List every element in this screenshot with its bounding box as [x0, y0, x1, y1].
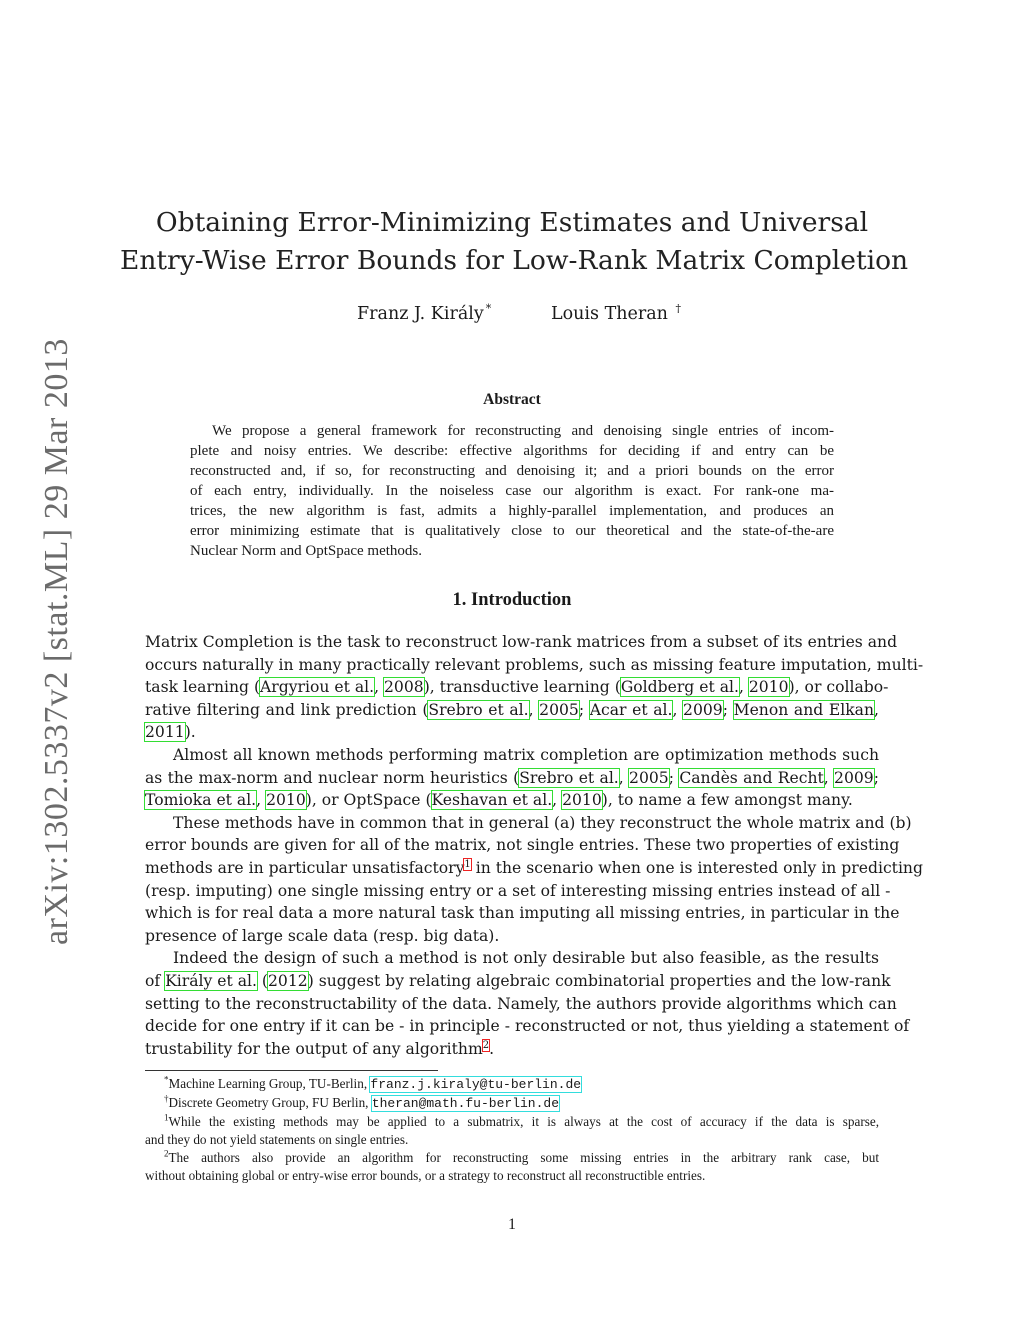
- text-line: setting to the reconstructability of the data. Namely, the authors provide algorithms which can: [145, 994, 897, 1013]
- citation-link[interactable]: Tomioka et al.: [145, 791, 257, 810]
- text-line: Almost all known methods performing matrix completion are optimization methods such: [173, 745, 879, 764]
- citation-year-link[interactable]: 2008: [384, 678, 424, 697]
- authors: [0, 302, 1024, 332]
- text-line: methods are in particular unsatisfactory$^1$ in the scenario when one is interested only in predicting: [145, 858, 923, 877]
- text-line: occurs naturally in many practically relevant problems, such as missing feature imputation, multi-: [145, 655, 924, 674]
- author-mark: *: [485, 302, 492, 315]
- author-kiraly: Franz J. Király *: [357, 302, 492, 324]
- abstract-line: of each entry, individually. In the noiseless case our algorithm is exact. For rank-one ma-: [190, 483, 834, 499]
- citation-link[interactable]: Acar et al.: [589, 700, 673, 719]
- footnote-rule: [145, 1070, 438, 1071]
- citation-year-link[interactable]: 2009: [683, 700, 723, 719]
- footnote-ref-2[interactable]: 2: [482, 1039, 490, 1051]
- citation-link[interactable]: Menon and Elkan: [733, 700, 874, 719]
- email-link-kiraly[interactable]: franz.j.kiraly@tu-berlin.de: [370, 1077, 582, 1092]
- citation-year-link[interactable]: 2009: [834, 768, 874, 787]
- text-line: Matrix Completion is the task to reconstruct low-rank matrices from a subset of its entries and: [145, 633, 898, 651]
- abstract-line: error minimizing estimate that is qualitatively close to our theoretical and the state-of-the-are: [190, 523, 834, 539]
- title-line-1: Obtaining Error-Minimizing Estimates and Universal: [155, 207, 869, 238]
- abstract-body: [190, 421, 834, 561]
- footnote-2-cont: without obtaining global or entry-wise error bounds, or a strategy to reconstruct all reconstructible entries.: [145, 1168, 706, 1183]
- text-line: rative filtering and link prediction (Srebro et al., 2005; Acar et al., 2009; Menon and Elkan,: [145, 700, 879, 719]
- citation-link[interactable]: Goldberg et al.: [620, 678, 739, 697]
- text-line: These methods have in common that in general (a) they reconstruct the whole matrix and (b): [173, 813, 912, 832]
- text-line: 2011).: [145, 723, 196, 742]
- text-line: Indeed the design of such a method is not only desirable but also feasible, as the results: [173, 949, 879, 968]
- author-mark: †: [675, 302, 682, 315]
- text-line: presence of large scale data (resp. big data).: [145, 926, 500, 945]
- abstract-line: We propose a general framework for reconstructing and denoising single entries of incom-: [212, 423, 834, 439]
- footnote-1-cont: and they do not yield statements on single entries.: [145, 1132, 409, 1147]
- paper-title: [120, 204, 909, 280]
- citation-year-link[interactable]: 2011: [145, 723, 185, 742]
- footnotes: [145, 1075, 879, 1185]
- citation-link[interactable]: Keshavan et al.: [431, 791, 553, 810]
- text-line: (resp. imputing) one single missing entry or a set of interesting missing entries instead of all -: [145, 881, 891, 900]
- citation-link[interactable]: Argyriou et al.: [260, 678, 375, 697]
- footnote-2: $^2$The authors also provide an algorithm for reconstructing some missing entries in the arbitrary rank case, but: [164, 1148, 879, 1165]
- citation-year-link[interactable]: 2010: [562, 791, 602, 810]
- citation-year-link[interactable]: 2012: [268, 971, 308, 990]
- introduction-body: [145, 631, 924, 1060]
- citation-year-link[interactable]: 2010: [748, 678, 789, 697]
- text-line: as the max-norm and nuclear norm heuristics (Srebro et al., 2005; Candès and Recht, 2009;: [145, 768, 879, 787]
- section-heading-introduction: 1. Introduction: [452, 590, 572, 610]
- citation-link[interactable]: Király et al.: [165, 971, 257, 990]
- footnote-affiliation-2: †Discrete Geometry Group, FU Berlin, theran@math.fu-berlin.de: [164, 1093, 559, 1111]
- email-link-theran[interactable]: theran@math.fu-berlin.de: [371, 1096, 559, 1111]
- author-theran: Louis Theran †: [551, 302, 682, 324]
- citation-year-link[interactable]: 2010: [266, 791, 306, 810]
- footnote-1: $^1$While the existing methods may be applied to a submatrix, it is always at the cost of accuracy if the data is sparse,: [164, 1112, 879, 1129]
- footnote-affiliation-1: *Machine Learning Group, TU-Berlin, franz.j.kiraly@tu-berlin.de: [164, 1074, 582, 1092]
- abstract-line: reconstructed and, if so, for reconstructing and denoising it; and a priori bounds on the error: [190, 463, 834, 479]
- arxiv-stamp: arXiv:1302.5337v2 [stat.ML] 29 Mar 2013: [38, 338, 75, 945]
- abstract-heading: Abstract: [483, 391, 541, 408]
- abstract-line: trices, the new algorithm is fast, admits a highly-parallel implementation, and produces an: [190, 503, 834, 519]
- text-line: error bounds are given for all of the matrix, not single entries. These two properties of existing: [145, 836, 900, 855]
- footnote-ref-1[interactable]: 1: [464, 858, 471, 870]
- text-line: Tomioka et al., 2010), or OptSpace (Keshavan et al., 2010), to name a few amongst many.: [145, 791, 853, 810]
- citation-year-link[interactable]: 2005: [629, 768, 669, 787]
- text-line: trustability for the output of any algorithm$^2$.: [145, 1039, 495, 1058]
- abstract-line: plete and noisy entries. We describe: effective algorithms for deciding if and entry can be: [190, 443, 834, 459]
- citation-link[interactable]: Candès and Recht: [679, 768, 824, 787]
- citation-link[interactable]: Srebro et al.: [428, 700, 529, 719]
- citation-year-link[interactable]: 2005: [539, 700, 579, 719]
- text-line: task learning (Argyriou et al., 2008), transductive learning (Goldberg et al., 2010), or collabo-: [145, 678, 889, 697]
- title-line-2: Entry-Wise Error Bounds for Low-Rank Matrix Completion: [120, 245, 909, 276]
- abstract-line: Nuclear Norm and OptSpace methods.: [190, 543, 423, 559]
- citation-link[interactable]: Srebro et al.: [519, 768, 619, 787]
- text-line: decide for one entry if it can be - in principle - reconstructed or not, thus yielding a statement of: [145, 1017, 910, 1036]
- text-line: of Király et al. (2012) suggest by relating algebraic combinatorial properties and the low-rank: [145, 971, 891, 990]
- page-number: 1: [508, 1216, 516, 1233]
- text-line: which is for real data a more natural task than imputing all missing entries, in particular in the: [145, 904, 900, 923]
